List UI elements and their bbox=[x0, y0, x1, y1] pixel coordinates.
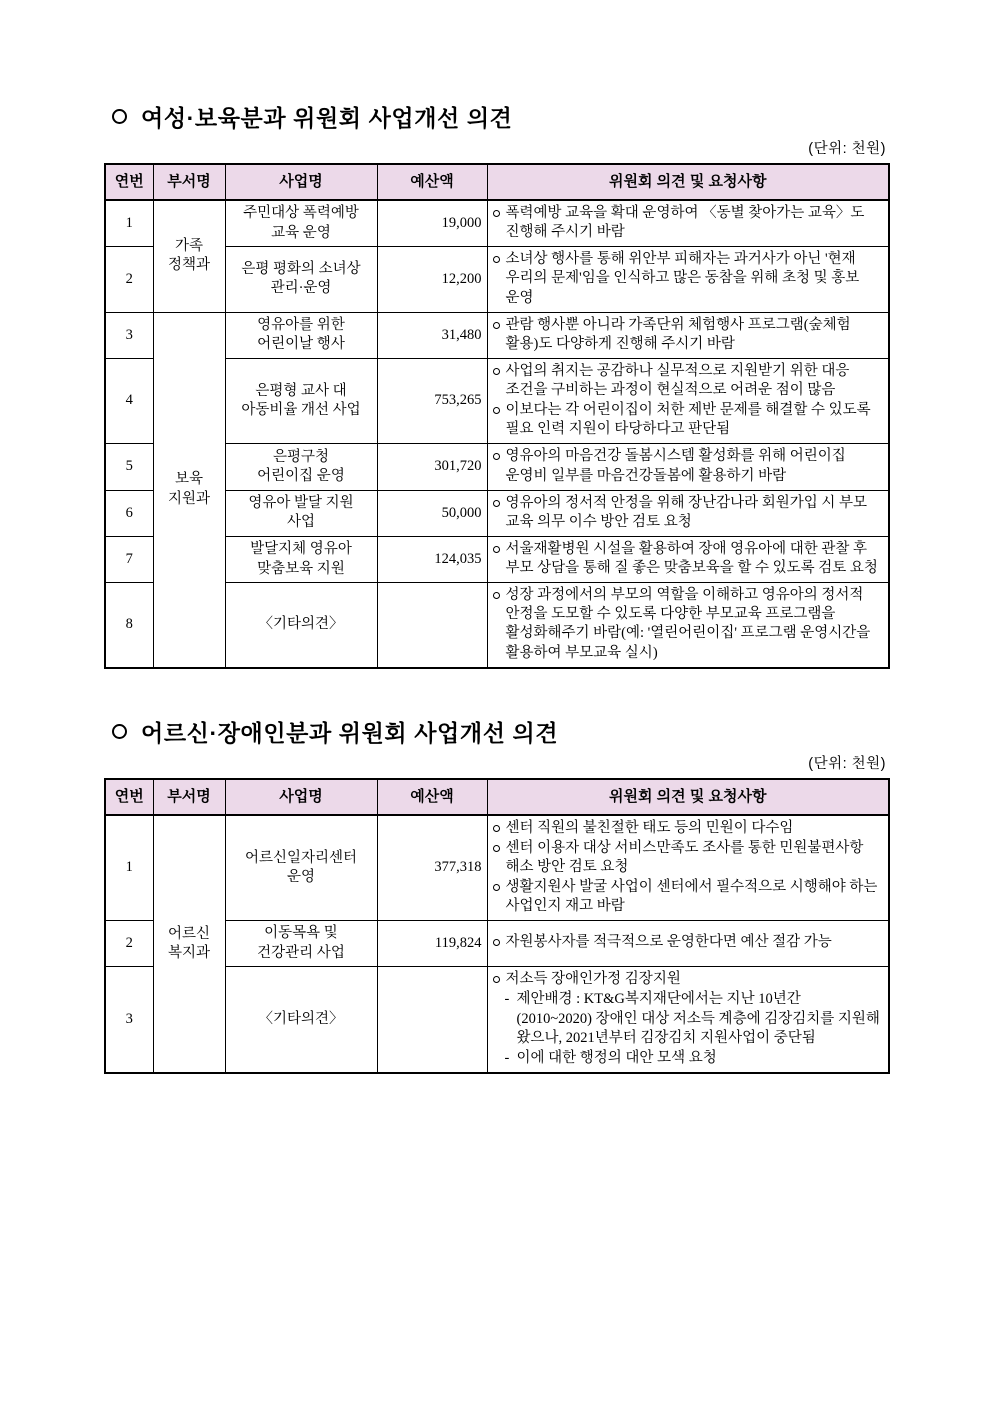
opinion-list bbox=[493, 933, 884, 952]
cell-budget-amount: 19,000 bbox=[377, 200, 487, 247]
column-header-no: 연번 bbox=[105, 779, 153, 815]
column-header-dept: 부서명 bbox=[153, 779, 225, 815]
cell-row-number: 5 bbox=[105, 444, 153, 490]
cell-row-number: 3 bbox=[105, 312, 153, 358]
cell-committee-opinion bbox=[487, 921, 889, 967]
column-header-note: 위원회 의견 및 요청사항 bbox=[487, 164, 889, 200]
cell-budget-amount: 31,480 bbox=[377, 312, 487, 358]
cell-department: 보육 지원과 bbox=[153, 312, 225, 668]
cell-project-name: 어르신일자리센터 운영 bbox=[225, 815, 377, 921]
cell-department: 가족 정책과 bbox=[153, 200, 225, 312]
cell-budget-amount: 119,824 bbox=[377, 921, 487, 967]
opinion-item: 생활지원사 발굴 사업이 센터에서 필수적으로 시행해야 하는 사업인지 재고 바람 bbox=[493, 878, 884, 916]
cell-budget-amount: 301,720 bbox=[377, 444, 487, 490]
cell-committee-opinion bbox=[487, 536, 889, 582]
opinion-list bbox=[493, 362, 884, 440]
opinion-item: - 제안배경 : KT&G복지재단에서는 지난 10년간 bbox=[493, 990, 884, 1009]
cell-budget-amount: 50,000 bbox=[377, 490, 487, 536]
opinions-table bbox=[104, 163, 890, 669]
cell-row-number: 8 bbox=[105, 583, 153, 668]
column-header-project: 사업명 bbox=[225, 164, 377, 200]
opinion-item: (2010~2020) 장애인 대상 저소득 계층에 김장김치를 지원해 왔으나, 2021년부터 김장김치 지원사업이 중단됨 bbox=[516, 1011, 880, 1047]
section-heading bbox=[112, 100, 888, 133]
cell-row-number: 6 bbox=[105, 490, 153, 536]
opinion-list bbox=[493, 204, 884, 242]
table-row bbox=[105, 815, 889, 921]
cell-committee-opinion bbox=[487, 358, 889, 444]
opinion-list bbox=[493, 586, 884, 663]
cell-project-name: 주민대상 폭력예방 교육 운영 bbox=[225, 200, 377, 247]
cell-committee-opinion bbox=[487, 966, 889, 1073]
cell-budget-amount: 124,035 bbox=[377, 536, 487, 582]
opinion-item: 자원봉사자를 적극적으로 운영한다면 예산 절감 가능 bbox=[493, 933, 884, 952]
cell-budget-amount: 753,265 bbox=[377, 358, 487, 444]
cell-committee-opinion bbox=[487, 815, 889, 921]
cell-committee-opinion bbox=[487, 444, 889, 490]
opinion-list bbox=[493, 316, 884, 354]
cell-committee-opinion bbox=[487, 200, 889, 247]
cell-department: 어르신 복지과 bbox=[153, 815, 225, 1074]
cell-budget-amount: 377,318 bbox=[377, 815, 487, 921]
cell-row-number: 7 bbox=[105, 536, 153, 582]
column-header-budget: 예산액 bbox=[377, 779, 487, 815]
table-row bbox=[105, 312, 889, 358]
unit-note: (단위: 천원) bbox=[808, 755, 886, 772]
section-1 bbox=[104, 100, 888, 669]
opinion-item: 사업의 취지는 공감하나 실무적으로 지원받기 위한 대응 조건을 구비하는 과정이 현실적으로 어려운 점이 많음 bbox=[493, 362, 884, 400]
opinion-item: 영유아의 정서적 안정을 위해 장난감나라 회원가입 시 부모 교육 의무 이수 방안 검토 요청 bbox=[493, 494, 884, 532]
sections-container bbox=[104, 100, 888, 1074]
opinion-item: 센터 직원의 불친절한 태도 등의 민원이 다수임 bbox=[493, 819, 884, 838]
cell-project-name: 이동목욕 및 건강관리 사업 bbox=[225, 921, 377, 967]
cell-project-name: 영유아를 위한 어린이날 행사 bbox=[225, 312, 377, 358]
column-header-no: 연번 bbox=[105, 164, 153, 200]
cell-project-name: 영유아 발달 지원 사업 bbox=[225, 490, 377, 536]
column-header-note: 위원회 의견 및 요청사항 bbox=[487, 779, 889, 815]
cell-row-number: 3 bbox=[105, 966, 153, 1073]
section-title: 어르신·장애인분과 위원회 사업개선 의견 bbox=[141, 719, 559, 746]
cell-project-name: 은평구청 어린이집 운영 bbox=[225, 444, 377, 490]
cell-row-number: 1 bbox=[105, 815, 153, 921]
unit-note: (단위: 천원) bbox=[808, 141, 886, 157]
cell-budget-amount: 12,200 bbox=[377, 247, 487, 312]
section-title: 여성·보육분과 위원회 사업개선 의견 bbox=[141, 105, 513, 131]
cell-budget-amount bbox=[377, 583, 487, 668]
cell-row-number: 2 bbox=[105, 247, 153, 312]
cell-committee-opinion bbox=[487, 312, 889, 358]
opinion-list bbox=[493, 970, 884, 1069]
column-header-project: 사업명 bbox=[225, 779, 377, 815]
table-header-row bbox=[105, 164, 889, 200]
circle-outline-icon bbox=[112, 109, 127, 124]
cell-row-number: 2 bbox=[105, 921, 153, 967]
opinion-list bbox=[493, 540, 884, 578]
opinion-list bbox=[493, 494, 884, 532]
opinion-item: - 이에 대한 행정의 대안 모색 요청 bbox=[493, 1049, 884, 1068]
opinion-item: 영유아의 마음건강 돌봄시스템 활성화를 위해 어린이집 운영비 일부를 마음건강돌봄에 활용하기 바람 bbox=[493, 447, 884, 485]
column-header-dept: 부서명 bbox=[153, 164, 225, 200]
cell-project-name: 〈기타의견〉 bbox=[225, 966, 377, 1073]
circle-outline-icon bbox=[112, 724, 127, 739]
column-header-budget: 예산액 bbox=[377, 164, 487, 200]
opinion-item: 폭력예방 교육을 확대 운영하여 〈동별 찾아가는 교육〉도 진행해 주시기 바람 bbox=[493, 204, 884, 242]
cell-project-name: 발달지체 영유아 맞춤보육 지원 bbox=[225, 536, 377, 582]
cell-row-number: 1 bbox=[105, 200, 153, 247]
cell-project-name: 은평형 교사 대 아동비율 개선 사업 bbox=[225, 358, 377, 444]
opinions-table bbox=[104, 778, 890, 1075]
section-2 bbox=[104, 715, 888, 1075]
opinion-item: 소녀상 행사를 통해 위안부 피해자는 과거사가 아닌 '현재 우리의 문제'임을 인식하고 많은 동참을 위해 초청 및 홍보 운영 bbox=[493, 250, 884, 307]
opinion-item: 저소득 장애인가정 김장지원 bbox=[493, 970, 884, 989]
cell-committee-opinion bbox=[487, 583, 889, 668]
opinion-item: 서울재활병원 시설을 활용하여 장애 영유아에 대한 관찰 후 부모 상담을 통해 질 좋은 맞춤보육을 할 수 있도록 검토 요청 bbox=[493, 540, 884, 578]
cell-project-name: 〈기타의견〉 bbox=[225, 583, 377, 668]
cell-committee-opinion bbox=[487, 490, 889, 536]
opinion-list bbox=[493, 250, 884, 307]
cell-row-number: 4 bbox=[105, 358, 153, 444]
cell-budget-amount bbox=[377, 966, 487, 1073]
table-row bbox=[105, 200, 889, 247]
table-header-row bbox=[105, 779, 889, 815]
cell-committee-opinion bbox=[487, 247, 889, 312]
section-heading bbox=[112, 715, 888, 748]
opinion-list bbox=[493, 819, 884, 917]
opinion-list bbox=[493, 447, 884, 485]
opinion-item: 센터 이용자 대상 서비스만족도 조사를 통한 민원불편사항 해소 방안 검토 요청 bbox=[493, 839, 884, 877]
opinion-item: 이보다는 각 어린이집이 처한 제반 문제를 해결할 수 있도록 필요 인력 지원이 타당하다고 판단됨 bbox=[493, 401, 884, 439]
opinion-item: 성장 과정에서의 부모의 역할을 이해하고 영유아의 정서적 안정을 도모할 수 있도록 다양한 부모교육 프로그램을 활성화해주기 바람(예: '열린어린이집' 프로그램 운영시간을 활용하여 부모교육 실시) bbox=[493, 586, 884, 663]
opinion-item: 관람 행사뿐 아니라 가족단위 체험행사 프로그램(숲체험 활용)도 다양하게 진행해 주시기 바람 bbox=[493, 316, 884, 354]
cell-project-name: 은평 평화의 소녀상 관리·운영 bbox=[225, 247, 377, 312]
